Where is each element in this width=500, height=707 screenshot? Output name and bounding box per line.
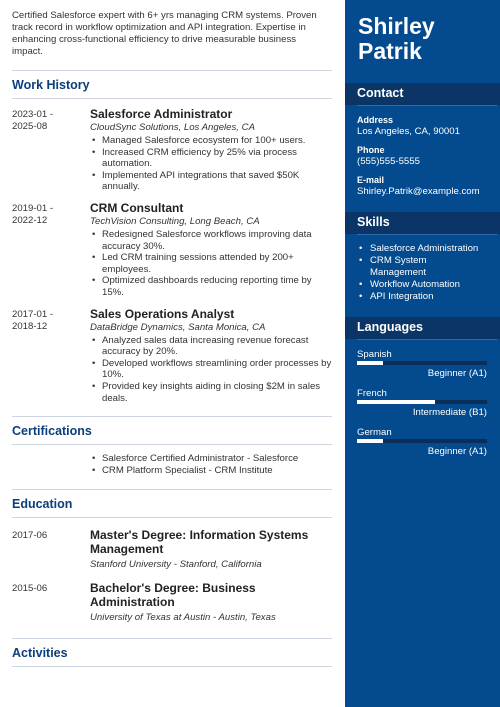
language-name: German (357, 427, 392, 438)
education-heading: Education (12, 497, 73, 512)
language-item (345, 349, 500, 380)
candidate-name: Shirley Patrik (358, 13, 435, 64)
list-item: • Developed workflows streamlining order processes by 10%. (90, 358, 333, 381)
divider (357, 105, 497, 106)
work-entry (12, 201, 333, 299)
activities-heading: Activities (12, 646, 68, 661)
list-item: • Led CRM training sessions attended by 200+ employees. (90, 252, 333, 275)
phone-label: Phone (357, 145, 385, 155)
job-bullets (90, 335, 333, 405)
language-bar (357, 439, 487, 443)
divider (357, 234, 497, 235)
language-item (345, 388, 500, 419)
list-item: • Redesigned Salesforce workflows improving data accuracy 30%. (90, 229, 333, 252)
divider (12, 416, 332, 417)
list-item: • CRM System Management (359, 255, 469, 279)
address-label: Address (357, 115, 394, 125)
company-location: CloudSync Solutions, Los Angeles, CA (90, 122, 255, 133)
degree: Bachelor's Degree: Business Administration (90, 581, 256, 610)
company-location: TechVision Consulting, Long Beach, CA (90, 215, 260, 227)
divider (12, 517, 332, 518)
work-dates: 2023-01 - 2025-08 (12, 109, 54, 132)
job-bullets (90, 135, 333, 193)
job-bullets (90, 229, 333, 299)
language-level: Intermediate (B1) (412, 407, 487, 418)
certifications-heading: Certifications (12, 424, 92, 439)
degree: Master's Degree: Information Systems Management (90, 528, 309, 557)
list-item: • Provided key insights aiding in closing $2M in sales deals. (90, 381, 333, 404)
divider (12, 70, 332, 71)
contact-heading: Contact (345, 83, 500, 105)
list-item: • Implemented API integrations that saved $50K annually. (90, 170, 333, 193)
graduation-date: 2017-06 (12, 530, 48, 542)
skills-heading: Skills (345, 212, 500, 234)
job-title: Salesforce Administrator (90, 107, 233, 121)
language-name: French (357, 388, 387, 399)
language-level: Beginner (A1) (427, 446, 487, 457)
list-item: • Salesforce Administration (359, 243, 500, 255)
list-item: • Optimized dashboards reducing reporting time by 15%. (90, 275, 333, 298)
phone-value: (555)555-5555 (357, 156, 420, 167)
list-item: • CRM Platform Specialist - CRM Institute (90, 465, 333, 477)
language-item (345, 427, 500, 458)
school: Stanford University - Stanford, California (90, 559, 262, 571)
divider (357, 339, 497, 340)
list-item: • Increased CRM efficiency by 25% via process automation. (90, 147, 333, 170)
job-title: Sales Operations Analyst (90, 306, 235, 321)
professional-summary: Certified Salesforce expert with 6+ yrs managing CRM systems. Proven track record in workflow optimization and API integration. Expertise in enhancing cross-functional efficiency to drive measurable business impact. (12, 10, 317, 57)
divider (12, 444, 332, 445)
work-entry (12, 107, 333, 193)
language-name: Spanish (357, 349, 392, 360)
divider (12, 666, 332, 667)
email-value: Shirley.Patrik@example.com (357, 186, 480, 197)
language-bar-fill (357, 439, 383, 443)
language-level: Beginner (A1) (427, 368, 487, 379)
language-bar (357, 400, 487, 404)
work-history-heading: Work History (12, 78, 90, 92)
sidebar (345, 0, 500, 707)
work-dates: 2019-01 - 2022-12 (12, 202, 54, 226)
languages-heading: Languages (345, 317, 500, 339)
education-entry (12, 528, 333, 571)
language-bar-fill (357, 400, 435, 404)
language-bar (357, 361, 487, 365)
divider (12, 98, 332, 99)
graduation-date: 2015-06 (12, 583, 48, 595)
list-item: • Workflow Automation (359, 279, 500, 291)
list-item: • Analyzed sales data increasing revenue forecast accuracy by 20%. (90, 335, 333, 358)
work-entry (12, 307, 333, 405)
language-bar-fill (357, 361, 383, 365)
skills-list (345, 243, 500, 303)
job-title: CRM Consultant (90, 200, 184, 215)
list-item: • API Integration (359, 291, 500, 303)
school: University of Texas at Austin - Austin, Texas (90, 612, 276, 624)
certifications-list (12, 453, 333, 477)
list-item: • Managed Salesforce ecosystem for 100+ users. (90, 135, 333, 147)
education-entry (12, 581, 333, 624)
email-label: E-mail (357, 175, 385, 185)
address-value: Los Angeles, CA, 90001 (357, 126, 460, 137)
divider (12, 638, 332, 639)
company-location: DataBridge Dynamics, Santa Monica, CA (90, 321, 266, 333)
divider (12, 489, 332, 490)
work-dates: 2017-01 - 2018-12 (12, 308, 54, 332)
list-item: • Salesforce Certified Administrator - Salesforce (90, 453, 333, 465)
